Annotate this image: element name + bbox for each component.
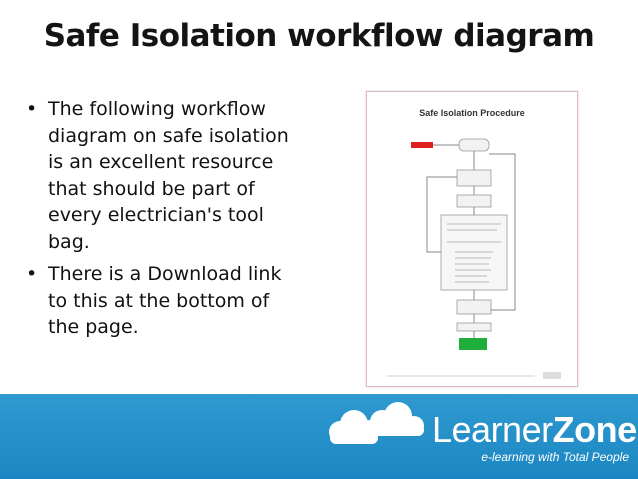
cloud-logo-icon (316, 402, 428, 454)
bullet-text: The following workflow diagram on safe isolation is an excellent resource that should be part of every electrician's tool bag. (48, 98, 289, 253)
bullet-dot: • (26, 98, 38, 120)
bullet-list (24, 96, 324, 347)
bullet-item (24, 96, 324, 255)
flowchart-drawing (367, 92, 577, 386)
brand-tagline: e-learning with Total People (481, 450, 629, 464)
brand-wordmark (432, 411, 637, 449)
process-box (457, 300, 491, 314)
end-box (459, 338, 487, 350)
bullet-item (24, 261, 324, 341)
bullet-text: There is a Download link to this at the bottom of the page. (48, 263, 282, 338)
publisher-mark (543, 372, 561, 379)
brand-second: Zone (552, 409, 637, 450)
process-box (457, 323, 491, 331)
bullet-dot: • (26, 263, 38, 285)
process-box (457, 195, 491, 207)
brand-first: Learner (432, 409, 553, 450)
process-box (457, 170, 491, 186)
slide-title: Safe Isolation workflow diagram (43, 18, 595, 54)
start-box (411, 142, 433, 148)
process-box (459, 139, 489, 151)
workflow-diagram-thumbnail (366, 91, 578, 387)
diagram-title: Safe Isolation Procedure (419, 108, 525, 118)
